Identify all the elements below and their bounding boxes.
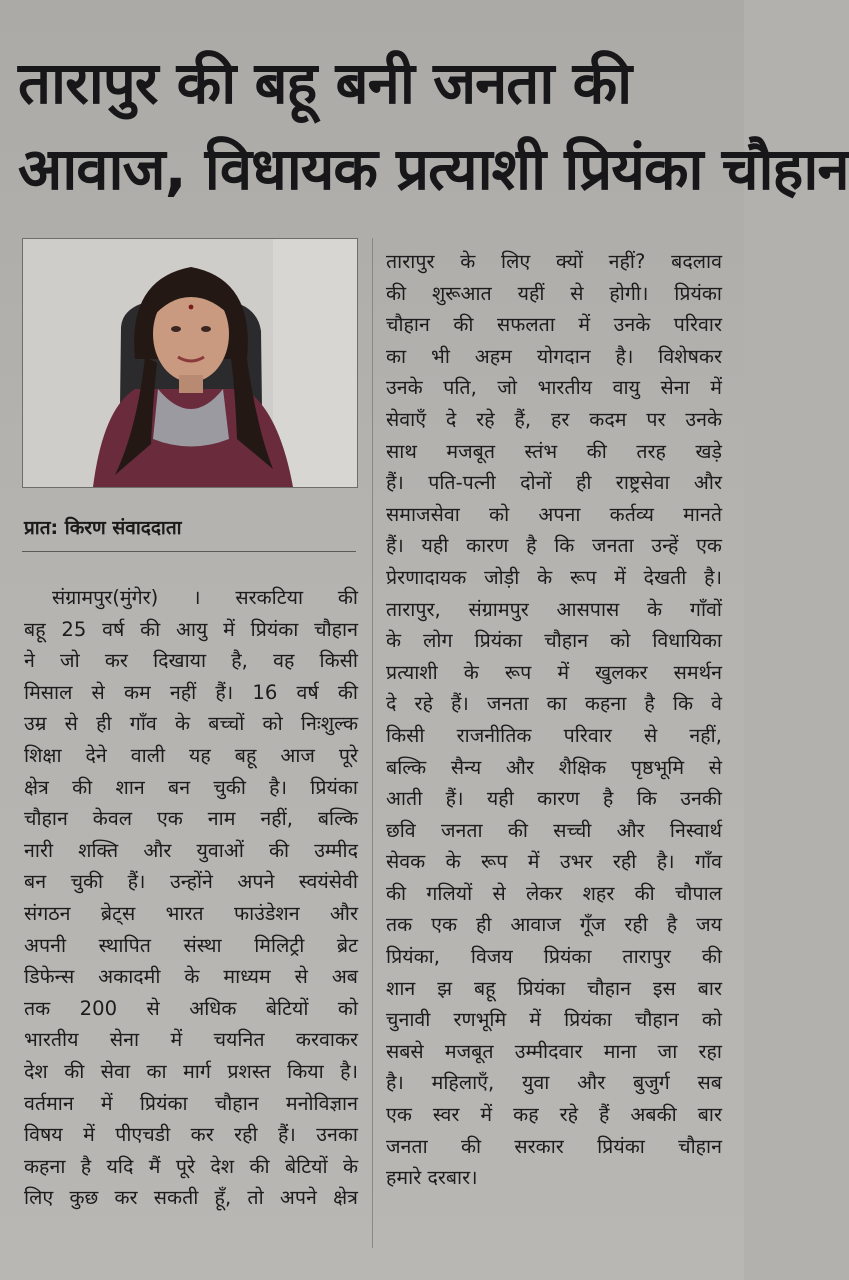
candidate-photo: [22, 238, 358, 488]
text-line: उम्र से ही गाँव के बच्चों को निःशुल्क: [24, 712, 358, 736]
text-line: मिसाल से कम नहीं हैं। 16 वर्ष की: [24, 680, 358, 704]
text-line: क्षेत्र की शान बन चुकी है। प्रियंका: [24, 775, 358, 799]
article-column-right: [386, 246, 722, 1194]
text-line: का भी अहम योगदान है। विशेषकर: [386, 344, 722, 368]
text-line: के लोग प्रियंका चौहान को विधायिका: [386, 629, 722, 653]
text-line: सेवक के रूप में उभर रही है। गाँव: [386, 850, 722, 874]
headline-line-1: तारापुर की बहू बनी जनता की: [18, 49, 632, 117]
text-line: चौहान की सफलता में उनके परिवार: [386, 313, 722, 337]
text-line: है। महिलाएँ, युवा और बुजुर्ग सब: [386, 1071, 722, 1095]
column-divider: [372, 238, 373, 1248]
text-line: भारतीय सेना में चयनित करवाकर: [24, 1028, 358, 1052]
text-line: साथ मजबूत स्तंभ की तरह खड़े: [386, 439, 722, 463]
text-line: ने जो कर दिखाया है, वह किसी: [24, 649, 358, 673]
text-line: हैं। यही कारण है कि जनता उन्हें एक: [386, 534, 722, 558]
text-line: नारी शक्ति और युवाओं की उम्मीद: [24, 838, 358, 862]
text-line: उनके पति, जो भारतीय वायु सेना में: [386, 376, 722, 400]
text-line: किसी राजनीतिक परिवार से नहीं,: [386, 723, 722, 747]
article-column-left: [24, 582, 358, 1214]
headline-line-2: आवाज, विधायक प्रत्याशी प्रियंका चौहान: [18, 135, 849, 203]
text-line: तारापुर के लिए क्यों नहीं? बदलाव: [386, 250, 722, 273]
headline: [18, 40, 849, 212]
text-line: छवि जनता की सच्ची और निस्वार्थ: [386, 818, 722, 842]
text-line: समाजसेवा को अपना कर्तव्य मानते: [386, 502, 722, 526]
text-line: अपनी स्थापित संस्था मिलिट्री ब्रेट: [24, 933, 358, 957]
text-line: वर्तमान में प्रियंका चौहान मनोविज्ञान: [24, 1091, 358, 1115]
text-line: डिफेन्स अकादमी के माध्यम से अब: [24, 965, 358, 989]
text-line: जनता की सरकार प्रियंका चौहान: [386, 1134, 722, 1158]
text-line: की शुरूआत यहीं से होगी। प्रियंका: [386, 281, 722, 305]
text-line: प्रियंका, विजय प्रियंका तारापुर की: [386, 945, 722, 969]
text-line: आती हैं। यही कारण है कि उनकी: [386, 787, 722, 811]
text-line: शान झ बहू प्रियंका चौहान इस बार: [386, 976, 722, 1000]
text-line: तारापुर, संग्रामपुर आसपास के गाँवों: [386, 597, 722, 621]
text-line: बल्कि सैन्य और शैक्षिक पृष्ठभूमि से: [386, 755, 722, 779]
text-line: दे रहे हैं। जनता का कहना है कि वे: [386, 692, 722, 716]
byline: प्रात: किरण संवाददाता: [24, 517, 182, 539]
text-line: हमारे दरबार।: [386, 1166, 478, 1190]
text-line: शिक्षा देने वाली यह बहू आज पूरे: [24, 743, 358, 767]
text-line: कहना है यदि मैं पूरे देश की बेटियों के: [24, 1154, 358, 1178]
text-line: बहू 25 वर्ष की आयु में प्रियंका चौहान: [24, 617, 358, 641]
text-line: संग्रामपुर(मुंगेर) । सरकटिया की: [52, 586, 358, 609]
text-line: चौहान केवल एक नाम नहीं, बल्कि: [24, 807, 358, 831]
text-line: चुनावी रणभूमि में प्रियंका चौहान को: [386, 1008, 722, 1032]
text-line: देश की सेवा का मार्ग प्रशस्त किया है।: [24, 1059, 358, 1083]
text-line: प्रत्याशी के रूप में खुलकर समर्थन: [386, 660, 722, 684]
text-line: सबसे मजबूत उम्मीदवार माना जा रहा: [386, 1039, 722, 1063]
portrait-illustration: [23, 239, 357, 487]
text-line: बन चुकी हैं। उन्होंने अपने स्वयंसेवी: [24, 870, 358, 894]
text-line: विषय में पीएचडी कर रही हैं। उनका: [24, 1123, 358, 1147]
text-line: प्रेरणादायक जोड़ी के रूप में देखती है।: [386, 565, 722, 589]
text-line: एक स्वर में कह रहे हैं अबकी बार: [386, 1103, 722, 1127]
text-line: हैं। पति-पत्नी दोनों ही राष्ट्रसेवा और: [386, 471, 722, 495]
text-line: सेवाएँ दे रहे हैं, हर कदम पर उनके: [386, 407, 722, 431]
text-line: की गलियों से लेकर शहर की चौपाल: [386, 881, 722, 905]
byline-divider: [22, 551, 356, 552]
text-line: संगठन ब्रेट्स भारत फाउंडेशन और: [24, 901, 358, 925]
text-line: तक एक ही आवाज गूँज रही है जय: [386, 913, 722, 937]
text-line: तक 200 से अधिक बेटियों को: [24, 996, 358, 1020]
text-line: लिए कुछ कर सकती हूँ, तो अपने क्षेत्र: [24, 1186, 358, 1210]
